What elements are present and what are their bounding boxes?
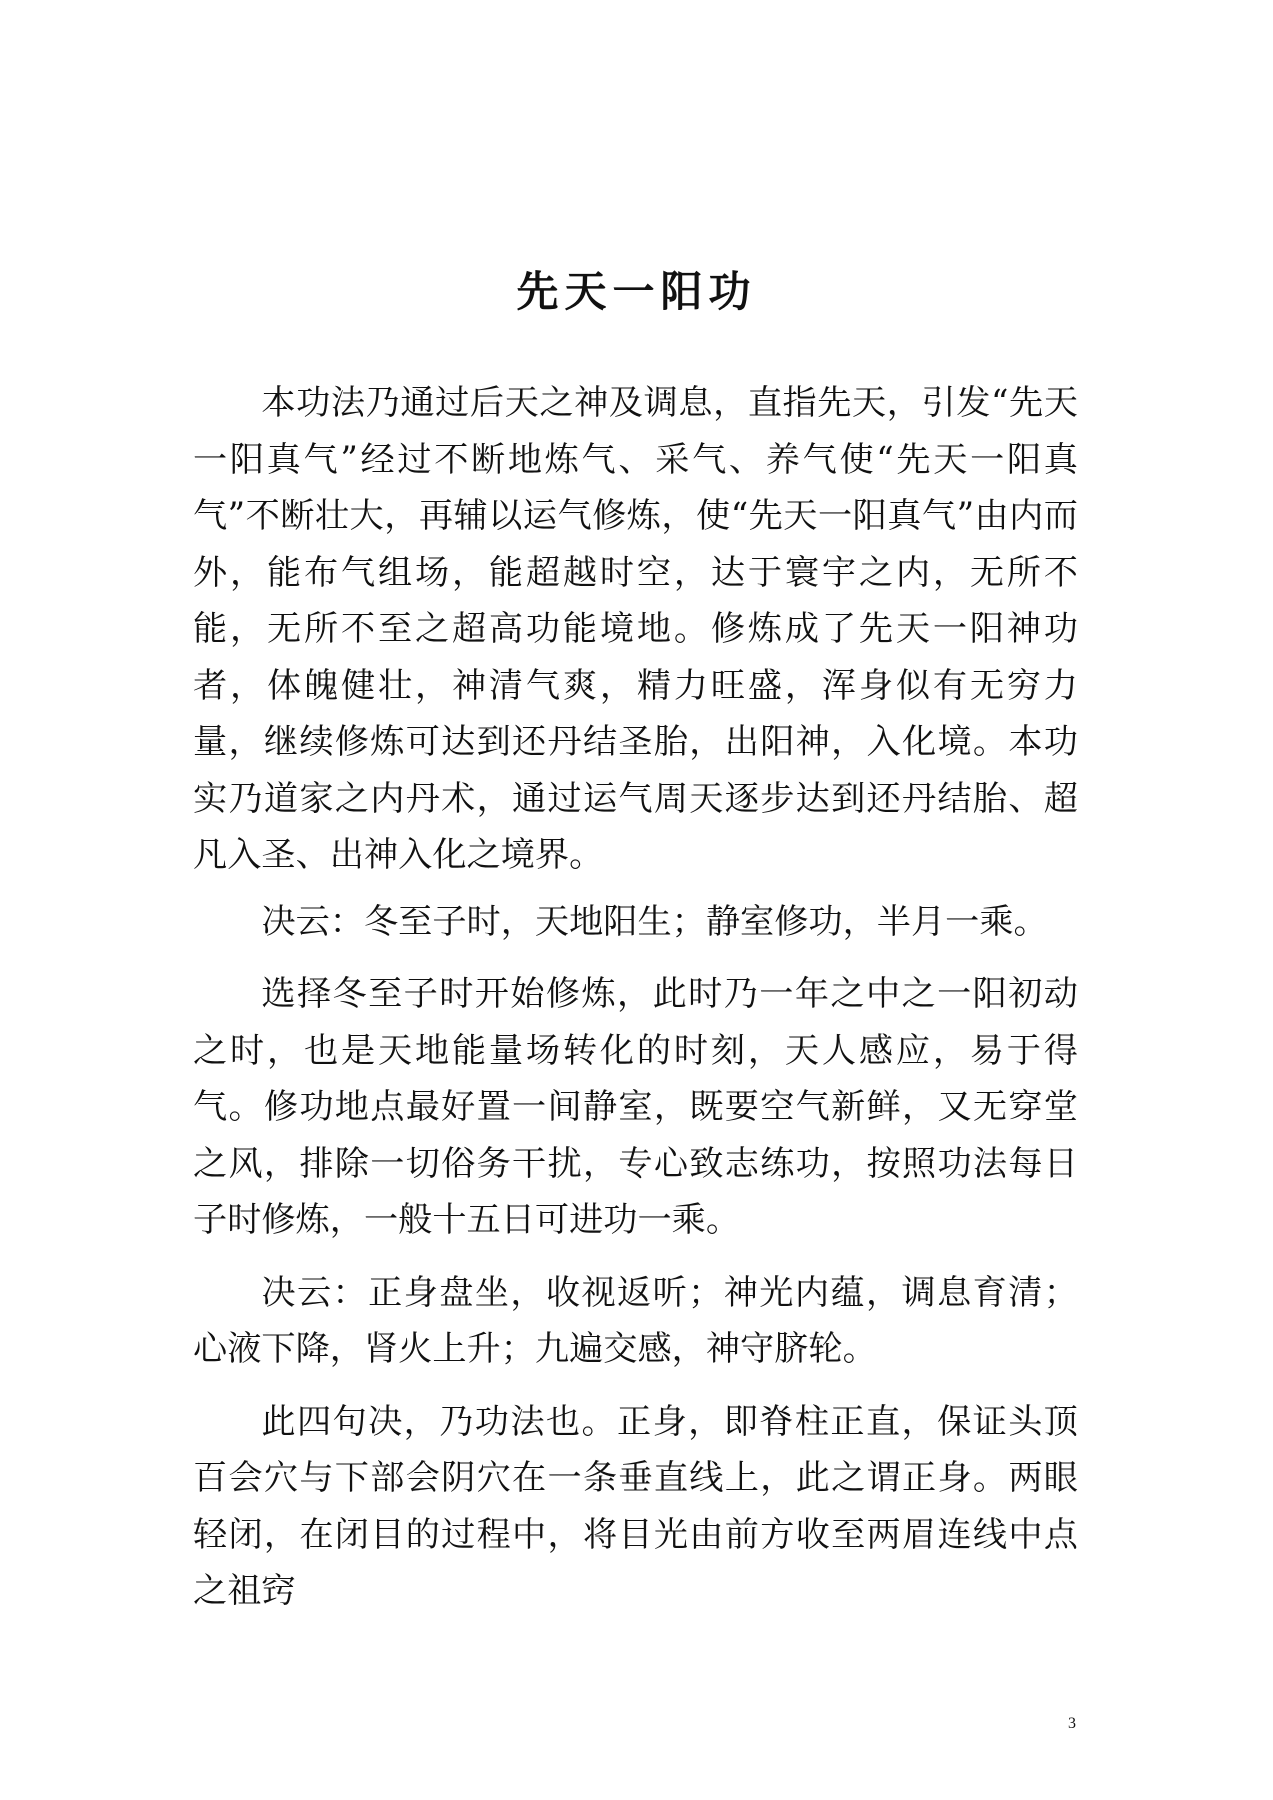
page-title: 先天一阳功 (516, 267, 757, 316)
paragraph-verse-1: 决云：冬至子时，天地阳生；静室修功，半月一乘。 (261, 901, 1048, 942)
paragraph-explanation-2: 此四句决，乃功法也。正身，即脊柱正直，保证头顶百会穴与下部会阴穴在一条垂直线上，此之谓正身。两眼轻闭，在闭目的过程中，将目光由前方收至两眉连线中点之祖窍 (193, 1401, 1078, 1611)
page-number: 3 (1068, 1715, 1076, 1732)
paragraph-verse-2: 决云：正身盘坐，收视返听；神光内蕴，调息育清；心液下降，肾火上升；九遍交感，神守脐轮。 (193, 1272, 1078, 1369)
paragraph-explanation-1: 选择冬至子时开始修炼，此时乃一年之中之一阳初动之时，也是天地能量场转化的时刻，天人感应，易于得气。修功地点最好置一间静室，既要空气新鲜，又无穿堂之风，排除一切俗务干扰，专心致志练功，按照功法每日子时修炼，一般十五日可进功一乘。 (193, 974, 1078, 1240)
body-text (193, 375, 1078, 1636)
paragraph-intro: 本功法乃通过后天之神及调息，直指先天，引发“先天一阳真气”经过不断地炼气、采气、养气使“先天一阳真气”不断壮大，再辅以运气修炼，使“先天一阳真气”由内而外，能布气组场，能超越时空，达于寰宇之内，无所不能，无所不至之超高功能境地。修炼成了先天一阳神功者，体魄健壮，神清气爽，精力旺盛，浑身似有无穷力量，继续修炼可达到还丹结圣胎，出阳神，入化境。本功实乃道家之内丹术，通过运气周天逐步达到还丹结胎、超凡入圣、出神入化之境界。 (193, 383, 1078, 875)
